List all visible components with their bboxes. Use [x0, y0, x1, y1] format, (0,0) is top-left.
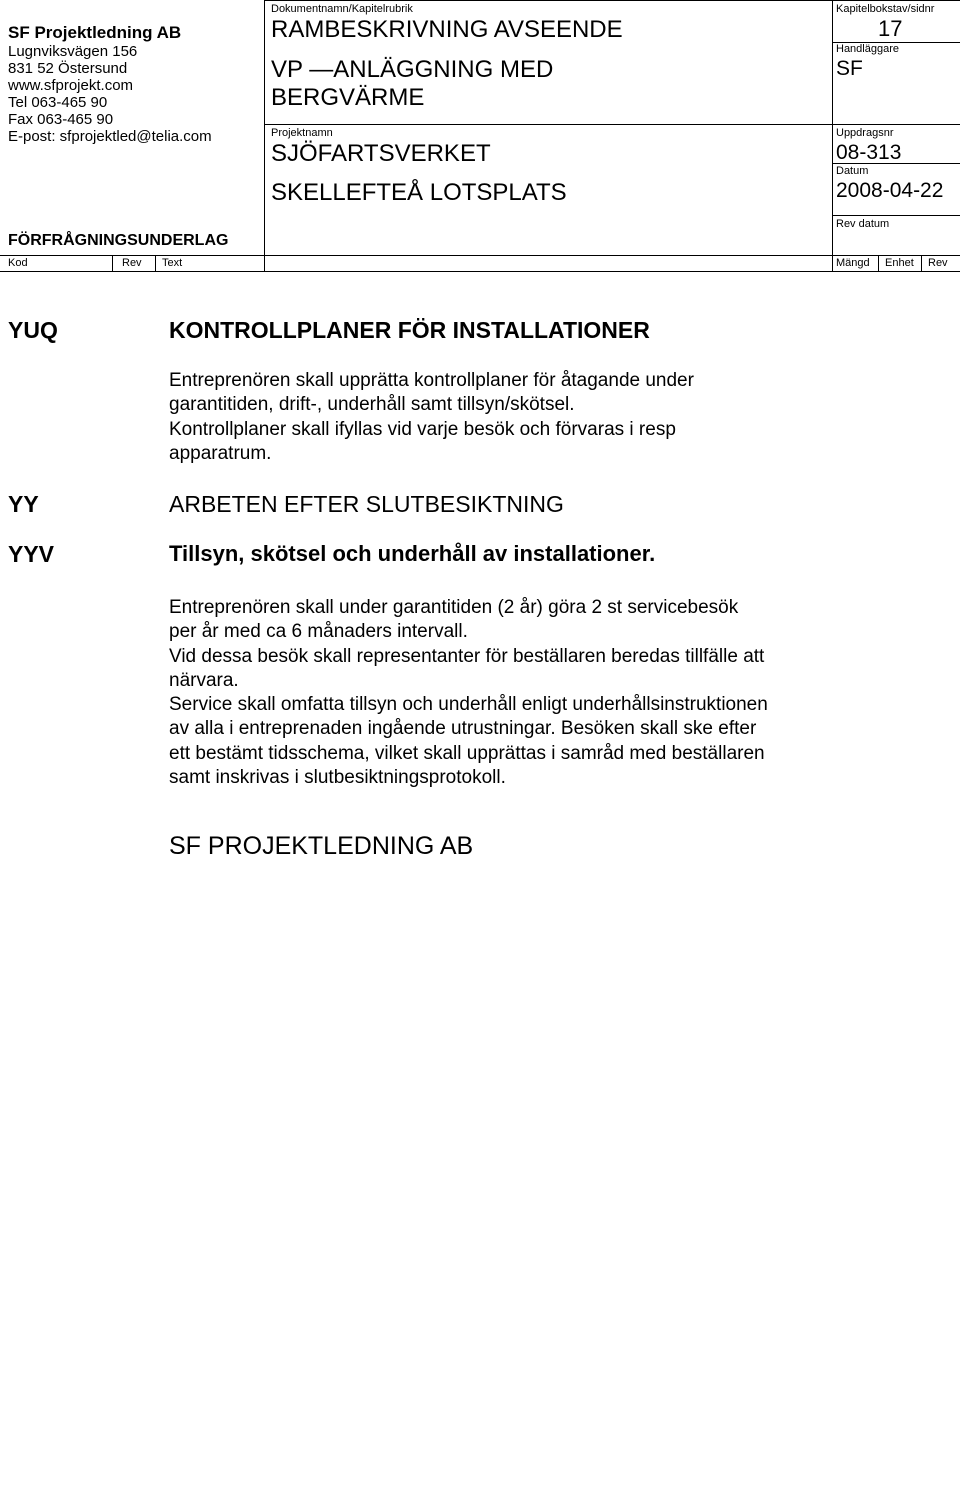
handler-label: Handläggare — [836, 43, 899, 55]
section-code-yy: YY — [8, 491, 39, 517]
section-code-yyv: YYV — [8, 541, 55, 567]
company-name: SF Projektledning AB — [8, 23, 182, 42]
col-sep-kod — [112, 255, 113, 272]
section-code-yuq: YUQ — [8, 317, 58, 343]
revdate-label: Rev datum — [836, 218, 890, 230]
document-status: FÖRFRÅGNINGSUNDERLAG — [8, 232, 229, 249]
paragraph-line: Entreprenören skall upprätta kontrollplaner för åtagande under — [169, 370, 694, 391]
doc-label: Dokumentnamn/Kapitelrubrik — [271, 3, 413, 15]
doc-title-line2: VP —ANLÄGGNING MED — [271, 56, 554, 83]
order-value: 08-313 — [836, 141, 902, 164]
paragraph-line: ett bestämt tidsschema, vilket skall upprättas i samråd med beställaren — [169, 742, 765, 764]
paragraph-line: av alla i entreprenaden ingående utrustningar. Besöken skall ske efter — [169, 718, 757, 740]
date-value: 2008-04-22 — [836, 179, 944, 202]
paragraph-line: samt inskrivas i slutbesiktningsprotokoll. — [169, 767, 506, 789]
company-web: www.sfprojekt.com — [8, 77, 134, 94]
col-rev2: Rev — [928, 257, 948, 269]
company-fax: Fax 063-465 90 — [8, 111, 114, 128]
section-body-kontrollplaner — [169, 369, 849, 466]
divider-columns — [0, 255, 960, 256]
col-sep-rev — [155, 255, 156, 272]
company-email: E-post: sfprojektled@telia.com — [8, 128, 212, 145]
project-name-line1: SJÖFARTSVERKET — [271, 140, 491, 167]
section-title-kontrollplaner: KONTROLLPLANER FÖR INSTALLATIONER — [169, 317, 650, 343]
divider-date — [832, 215, 960, 216]
paragraph-line: Service skall omfatta tillsyn och underhåll enligt underhållsinstruktionen — [169, 694, 768, 716]
date-label: Datum — [836, 165, 869, 177]
signature: SF PROJEKTLEDNING AB — [169, 832, 474, 860]
paragraph-line: per år med ca 6 månaders intervall. — [169, 621, 468, 643]
section-title-arbeten: ARBETEN EFTER SLUTBESIKTNING — [169, 491, 564, 517]
divider-columns-bottom — [0, 271, 960, 272]
handler-value: SF — [836, 57, 863, 80]
paragraph-line: Vid dessa besök skall representanter för beställaren beredas tillfälle att — [169, 645, 765, 667]
header-divider-left — [264, 0, 265, 272]
doc-title-line3: BERGVÄRME — [271, 84, 425, 111]
divider-doc — [264, 124, 960, 125]
section-title-tillsyn: Tillsyn, skötsel och underhåll av installationer. — [169, 541, 656, 566]
paragraph-line: Kontrollplaner skall ifyllas vid varje besök och förvaras i resp — [169, 418, 676, 440]
col-rev: Rev — [122, 257, 142, 269]
col-sep-rev2 — [921, 255, 922, 272]
company-block — [8, 22, 212, 145]
chapter-value: 17 — [878, 16, 903, 41]
company-tel: Tel 063-465 90 — [8, 94, 108, 111]
col-kod: Kod — [8, 257, 28, 269]
header-divider-right — [832, 0, 833, 272]
paragraph-line: Entreprenören skall under garantitiden (2 år) göra 2 st servicebesök — [169, 597, 739, 618]
paragraph-line: garantitiden, drift-, underhåll samt tillsyn/skötsel. — [169, 394, 575, 416]
header-top-line — [264, 0, 960, 1]
section-body-tillsyn — [169, 596, 869, 790]
project-label: Projektnamn — [271, 127, 333, 139]
col-enhet: Enhet — [885, 257, 914, 269]
project-name-line2: SKELLEFTEÅ LOTSPLATS — [271, 179, 567, 206]
paragraph-line: apparatrum. — [169, 442, 272, 464]
chapter-label: Kapitelbokstav/sidnr — [836, 3, 935, 15]
order-label: Uppdragsnr — [836, 127, 894, 139]
company-address2: 831 52 Östersund — [8, 60, 128, 77]
doc-title-line1: RAMBESKRIVNING AVSEENDE — [271, 16, 623, 43]
col-mangd: Mängd — [836, 257, 870, 269]
company-address1: Lugnviksvägen 156 — [8, 43, 138, 60]
col-text: Text — [162, 257, 183, 269]
col-sep-enhet — [878, 255, 879, 272]
paragraph-line: närvara. — [169, 669, 239, 691]
